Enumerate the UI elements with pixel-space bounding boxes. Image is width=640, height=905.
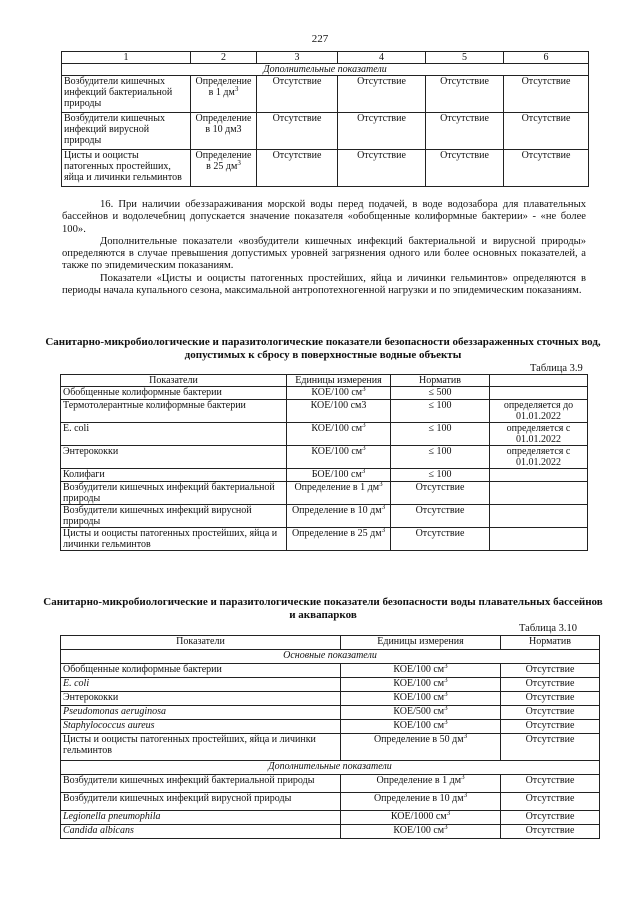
norm-cell: Отсутствие [501,811,600,825]
unit-cell-text: Определение в 1 дм [376,775,462,786]
unit-cell [191,113,257,150]
unit-cell [341,793,501,811]
norm-cell: ≤ 100 [391,400,490,423]
table-row [61,811,600,825]
paragraphs [62,199,586,297]
indicator-cell: E. coli [61,423,287,446]
column-number: 6 [504,52,589,64]
unit-cell-sup: 3 [444,705,448,712]
unit-cell [287,482,391,505]
indicator-cell: E. coli [61,678,341,692]
indicator-cell: Обобщенные колиформные бактерии [61,387,287,400]
value-cell: Отсутствие [426,113,504,150]
note-cell: определяется до 01.01.2022 [490,400,588,423]
indicator-cell: Цисты и ооцисты патогенных простейших, яйца и личинки гельминтов [61,734,341,761]
unit-cell-sup: 3 [362,445,366,452]
note-cell [490,528,588,551]
table-3-9-label: Таблица 3.9 [530,363,583,374]
table-row [62,76,589,113]
column-header: Показатели [61,375,287,387]
value-cell: Отсутствие [338,76,426,113]
section-label: Дополнительные показатели [62,64,589,76]
indicator-cell: Термотолерантные колиформные бактерии [61,400,287,423]
unit-cell-sup: 3 [362,422,366,429]
column-header: Единицы измерения [341,636,501,650]
unit-cell-sup: 3 [237,159,241,167]
table-row [62,113,589,150]
table-3-10-title: Санитарно-микробиологические и паразитологические показатели безопасности воды плавательных бассейнов и аквапарков [43,596,603,621]
table-row [61,720,600,734]
table-row [61,825,600,839]
table-row [61,664,600,678]
indicator-cell: Candida albicans [61,825,341,839]
indicator-cell: Цисты и ооцисты патогенных простейших, яйца и личинки гельминтов [61,528,287,551]
value-cell: Отсутствие [257,113,338,150]
unit-cell [341,734,501,761]
header-row [61,636,600,650]
norm-cell: Отсутствие [501,692,600,706]
unit-cell [341,825,501,839]
unit-cell-text: КОЕ/100 см [311,387,363,398]
value-cell: Отсутствие [338,150,426,187]
unit-cell-text: Определение в 10 дм3 [195,113,252,135]
norm-cell: Отсутствие [501,793,600,811]
norm-cell: ≤ 100 [391,423,490,446]
unit-cell-text: БОЕ/100 см [311,469,362,480]
unit-cell [341,678,501,692]
note-cell: определяется с 01.01.2022 [490,423,588,446]
unit-cell-sup: 3 [444,824,448,831]
unit-cell-text: Определение в 10 дм [291,505,382,516]
unit-cell-text: КОЕ/100 см [311,423,363,434]
unit-cell [287,505,391,528]
top-table [61,51,589,187]
unit-cell-text: Определение в 1 дм [294,482,380,493]
unit-cell-sup: 3 [444,719,448,726]
value-cell: Отсутствие [338,113,426,150]
table-row [61,482,588,505]
table-row [61,678,600,692]
table-row [61,469,588,482]
unit-cell [341,720,501,734]
section-main-row [61,650,600,664]
unit-cell-text: КОЕ/100 см3 [310,400,367,411]
norm-cell: ≤ 100 [391,469,490,482]
table-row [61,706,600,720]
table-3-9 [60,374,588,551]
note-cell [490,482,588,505]
unit-cell-text: КОЕ/100 см [393,678,445,689]
unit-cell-sup: 3 [234,85,239,93]
table-row [61,528,588,551]
unit-cell-sup: 3 [461,774,465,781]
unit-cell [341,706,501,720]
table-3-10-label: Таблица 3.10 [519,623,578,634]
page-number: 227 [311,33,329,45]
column-number: 2 [191,52,257,64]
value-cell: Отсутствие [257,76,338,113]
norm-cell: Отсутствие [501,734,600,761]
column-number-row [62,52,589,64]
table-row [61,423,588,446]
norm-cell: ≤ 100 [391,446,490,469]
header-row [61,375,588,387]
unit-cell-sup: 3 [463,733,468,740]
unit-cell-text: КОЕ/1000 см [390,811,447,822]
table-3-10 [60,635,600,839]
unit-cell-text: КОЕ/100 см [393,720,445,731]
unit-cell [191,76,257,113]
paragraph-3: Показатели «Цисты и ооцисты патогенных простейших, яйца и личинки гельминтов» определяются в периоды начала купального сезона, максимальной антропотехногенной нагрузки и по эпидемическим показаниям. [62,272,586,297]
value-cell: Отсутствие [504,150,589,187]
norm-cell: Отсутствие [391,505,490,528]
value-cell: Отсутствие [426,150,504,187]
indicator-cell: Обобщенные колиформные бактерии [61,664,341,678]
indicator-cell: Энтерококки [61,446,287,469]
norm-cell: Отсутствие [391,482,490,505]
indicator-cell: Возбудители кишечных инфекций вирусной природы [61,505,287,528]
table-row [62,150,589,187]
note-cell [490,469,588,482]
section-row [62,64,589,76]
indicator-cell: Энтерококки [61,692,341,706]
indicator-cell: Legionella pneumophila [61,811,341,825]
column-header: Единицы измерения [287,375,391,387]
indicator-cell: Колифаги [61,469,287,482]
unit-cell-sup: 3 [444,663,448,670]
unit-cell [191,150,257,187]
section-main: Основные показатели [61,650,600,664]
unit-cell-text: Определение в 50 дм [373,734,464,745]
unit-cell-text: Определение в 25 дм [291,528,382,539]
table-row [61,446,588,469]
column-header: Норматив [391,375,490,387]
unit-cell-text: Определение в 25 дм [195,150,252,172]
table-row [61,400,588,423]
paragraph-1: 16. При наличии обеззараживания морской воды перед подачей, в воде водозабора для плавательных бассейнов и водолечебниц допускается значение показателя «обобщенные колиформные бактерии» - «не более 100». [62,199,586,235]
unit-cell-sup: 3 [381,504,386,511]
norm-cell: Отсутствие [501,720,600,734]
unit-cell-text: Определение в 10 дм [373,793,464,804]
column-header [490,375,588,387]
column-number: 3 [257,52,338,64]
paragraph-2: Дополнительные показатели «возбудители кишечных инфекций бактериальной и вирусной природы» определяются в случае превышения допустимых уровней загрязнения одного или более основных показателей, а также по эпидемическим показаниям. [62,235,586,272]
table-3-10-body [61,636,600,839]
unit-cell-sup: 3 [444,677,448,684]
unit-cell [287,387,391,400]
indicator-cell: Возбудители кишечных инфекций бактериальной природы [61,482,287,505]
unit-cell-sup: 3 [444,691,448,698]
column-number: 5 [426,52,504,64]
unit-cell [287,400,391,423]
note-cell [490,387,588,400]
table-3-9-body [61,375,588,551]
norm-cell: Отсутствие [501,825,600,839]
norm-cell: ≤ 500 [391,387,490,400]
indicator-cell: Возбудители кишечных инфекций вирусной природы [61,793,341,811]
norm-cell: Отсутствие [501,775,600,793]
table-row [61,692,600,706]
value-cell: Отсутствие [257,150,338,187]
indicator-cell: Цисты и ооцисты патогенных простейших, яйца и личинки гельминтов [62,150,191,187]
column-header: Норматив [501,636,600,650]
unit-cell [341,664,501,678]
unit-cell-sup: 3 [446,810,451,817]
unit-cell [341,811,501,825]
unit-cell-sup: 3 [379,481,383,488]
table-row [61,775,600,793]
indicator-cell: Возбудители кишечных инфекций вирусной природы [62,113,191,150]
table-row [61,793,600,811]
unit-cell-text: КОЕ/100 см [393,825,445,836]
indicator-cell: Pseudomonas aeruginosa [61,706,341,720]
value-cell: Отсутствие [426,76,504,113]
unit-cell [341,775,501,793]
unit-cell-sup: 3 [381,527,386,534]
norm-cell: Отсутствие [501,706,600,720]
column-number: 1 [62,52,191,64]
norm-cell: Отсутствие [391,528,490,551]
table-row [61,505,588,528]
unit-cell-sup: 3 [361,468,366,475]
unit-cell-text: Определение в 1 дм [195,76,252,98]
unit-cell-text: КОЕ/500 см [393,706,445,717]
column-number: 4 [338,52,426,64]
table-row [61,387,588,400]
unit-cell-sup: 3 [463,792,468,799]
norm-cell: Отсутствие [501,664,600,678]
unit-cell-text: КОЕ/100 см [393,664,445,675]
norm-cell: Отсутствие [501,678,600,692]
unit-cell-sup: 3 [362,386,366,393]
unit-cell [287,423,391,446]
indicator-cell: Staphylococcus aureus [61,720,341,734]
table-3-9-title: Санитарно-микробиологические и паразитологические показатели безопасности обеззараженных сточных вод, допустимых к сбросу в поверхностные водные объекты [45,336,601,361]
top-table-body [62,52,589,187]
section-additional-row [61,761,600,775]
value-cell: Отсутствие [504,76,589,113]
unit-cell [287,446,391,469]
unit-cell [287,469,391,482]
unit-cell [287,528,391,551]
note-cell [490,505,588,528]
indicator-cell: Возбудители кишечных инфекций бактериальной природы [62,76,191,113]
unit-cell-text: КОЕ/100 см [393,692,445,703]
table-row [61,734,600,761]
unit-cell [341,692,501,706]
value-cell: Отсутствие [504,113,589,150]
note-cell: определяется с 01.01.2022 [490,446,588,469]
unit-cell-text: КОЕ/100 см [311,446,363,457]
section-additional: Дополнительные показатели [61,761,600,775]
indicator-cell: Возбудители кишечных инфекций бактериальной природы [61,775,341,793]
column-header: Показатели [61,636,341,650]
